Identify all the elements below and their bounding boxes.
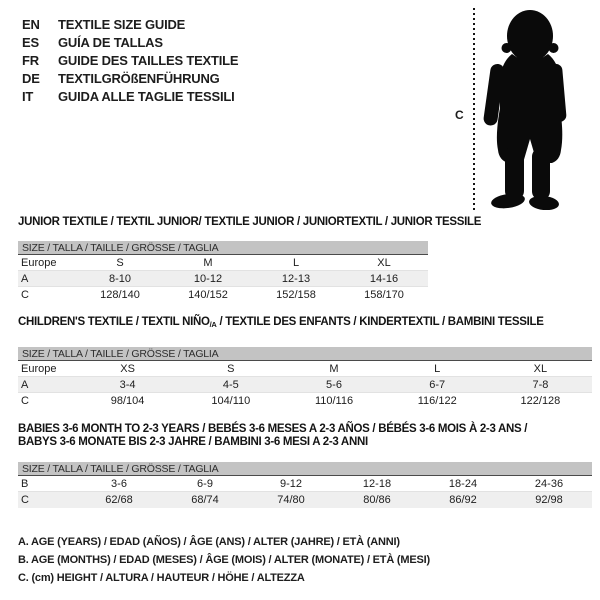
cell-value: XL <box>533 362 548 375</box>
cell-value: L <box>292 256 300 269</box>
lang-code: IT <box>22 88 34 104</box>
table-title-segment: CHILDREN'S TEXTILE / TEXTIL NIÑO <box>18 316 210 328</box>
cell-value: M <box>203 256 213 269</box>
cell-value: 86/92 <box>449 494 477 506</box>
size-table-section <box>18 423 592 508</box>
footnote-a: A. AGE (YEARS) / EDAD (AÑOS) / ÂGE (ANS) / ALTER (JAHRE) / ETÀ (ANNI) <box>18 536 400 548</box>
cell-value: 74/80 <box>277 494 305 506</box>
cell-value: 3-4 <box>119 378 136 391</box>
cell-value: 3-6 <box>111 477 127 490</box>
row-label: Europe <box>21 362 57 375</box>
table-title-segment: /A <box>209 320 217 329</box>
row-label: C <box>21 289 29 301</box>
cell-value: 104/110 <box>211 395 251 407</box>
lang-code: DE <box>22 70 40 86</box>
cell-value: 116/122 <box>417 395 457 407</box>
table-title-segment: BABYS 3-6 MONATE BIS 2-3 JAHRE / BAMBINI 3-6 MESI A 2-3 ANNI <box>18 436 368 448</box>
table-row <box>18 377 592 393</box>
footnote-c: C. (cm) HEIGHT / ALTURA / HAUTEUR / HÖHE / ALTEZZA <box>18 572 305 584</box>
table-title-segment: JUNIOR TEXTILE / TEXTIL JUNIOR/ TEXTILE JUNIOR / JUNIORTEXTIL / JUNIOR TESSILE <box>18 216 482 228</box>
lang-title: TEXTILGRÖßENFÜHRUNG <box>58 70 220 86</box>
footnote-b: B. AGE (MONTHS) / EDAD (MESES) / ÂGE (MOIS) / ALTER (MONATE) / ETÀ (MESI) <box>18 554 430 566</box>
table-title <box>18 316 592 331</box>
cell-value: 152/158 <box>276 289 316 301</box>
table-row <box>18 476 592 492</box>
table-row <box>18 393 592 409</box>
table-title <box>18 423 592 449</box>
cell-value: 12-13 <box>281 272 311 285</box>
cell-value: 62/68 <box>105 494 133 506</box>
table-title <box>18 216 482 229</box>
cell-value: 9-12 <box>279 477 303 490</box>
cell-value: 14-16 <box>369 272 399 285</box>
size-table-section <box>18 216 482 303</box>
cell-value: 110/116 <box>314 395 354 407</box>
size-header-bar: SIZE / TALLA / TAILLE / GRÖSSE / TAGLIA <box>18 462 592 476</box>
table-row <box>18 255 428 271</box>
cell-value: 7-8 <box>532 378 549 391</box>
size-header-bar: SIZE / TALLA / TAILLE / GRÖSSE / TAGLIA <box>18 347 592 361</box>
cell-value: 128/140 <box>100 289 140 301</box>
table-row <box>18 361 592 377</box>
cell-value: 68/74 <box>191 494 219 506</box>
lang-code: FR <box>22 52 39 68</box>
cell-value: 5-6 <box>326 378 342 391</box>
lang-code: ES <box>22 34 39 50</box>
cell-value: S <box>116 256 124 269</box>
cell-value: S <box>227 362 235 375</box>
cell-value: 92/98 <box>535 494 563 506</box>
cell-value: 98/104 <box>110 395 145 407</box>
cell-value: XS <box>120 362 135 375</box>
lang-line-fr <box>22 51 238 69</box>
cell-value: 140/152 <box>188 289 228 301</box>
lang-line-en <box>22 15 238 33</box>
lang-title: GUIDA ALLE TAGLIE TESSILI <box>58 88 235 104</box>
cell-value: 80/86 <box>363 494 391 506</box>
row-label: A <box>21 378 29 391</box>
lang-title: GUÍA DE TALLAS <box>58 34 163 50</box>
cell-value: 6-7 <box>429 378 446 391</box>
cell-value: 158/170 <box>364 289 404 301</box>
table-row <box>18 492 592 508</box>
cell-value: 10-12 <box>193 272 223 285</box>
cell-value: XL <box>377 256 391 269</box>
lang-line-it <box>22 87 238 105</box>
baby-silhouette-icon <box>482 8 572 210</box>
lang-code: EN <box>22 16 40 32</box>
row-label: B <box>21 477 29 490</box>
lang-line-de <box>22 69 238 87</box>
cell-value: 24-36 <box>534 477 564 490</box>
row-label: C <box>21 494 29 506</box>
cell-value: 6-9 <box>197 477 213 490</box>
size-table-section <box>18 316 592 409</box>
cell-value: 4-5 <box>222 378 239 391</box>
cell-value: L <box>434 362 441 375</box>
cell-value: M <box>329 362 339 375</box>
row-label: C <box>21 395 29 407</box>
cell-value: 12-18 <box>362 477 392 490</box>
lang-title: GUIDE DES TAILLES TEXTILE <box>58 52 239 68</box>
height-measure-line <box>473 8 475 211</box>
table-title-segment: / TEXTILE DES ENFANTS / KINDERTEXTIL / BAMBINI TESSILE <box>216 316 544 328</box>
row-label: Europe <box>21 256 57 269</box>
row-label: A <box>21 272 29 285</box>
size-header-bar: SIZE / TALLA / TAILLE / GRÖSSE / TAGLIA <box>18 241 428 255</box>
table-row <box>18 287 428 303</box>
table-row <box>18 271 428 287</box>
lang-title: TEXTILE SIZE GUIDE <box>58 16 186 32</box>
footnotes-block <box>18 533 430 587</box>
cell-value: 122/128 <box>520 395 561 407</box>
height-label-c: C <box>455 108 464 122</box>
cell-value: 18-24 <box>448 477 478 490</box>
language-title-block <box>22 15 238 105</box>
cell-value: 8-10 <box>108 272 132 285</box>
table-title-segment: BABIES 3-6 MONTH TO 2-3 YEARS / BEBÉS 3-6 MESES A 2-3 AÑOS / BÉBÉS 3-6 MOIS À 2-3 ANS / <box>18 423 528 435</box>
lang-line-es <box>22 33 238 51</box>
